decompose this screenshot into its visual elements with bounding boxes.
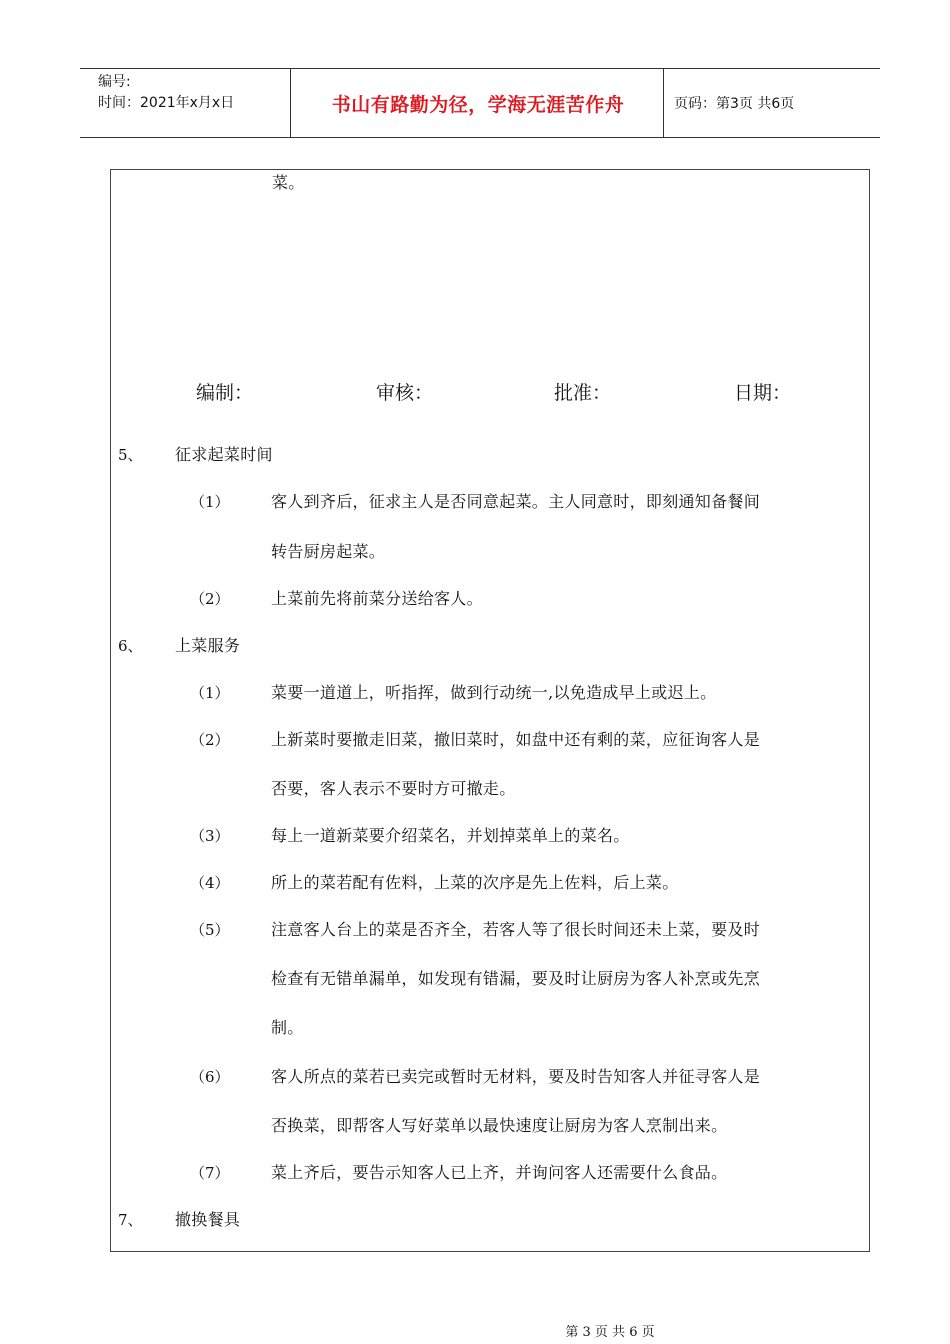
item-number: （1） xyxy=(190,684,230,702)
item-number: （2） xyxy=(190,590,230,608)
header-meta xyxy=(98,72,234,114)
serial-label: 编号: xyxy=(98,74,131,90)
time-label: 时间：2021年x月x日 xyxy=(98,95,235,111)
section-number: 7、 xyxy=(118,1211,143,1229)
header-divider xyxy=(290,69,291,137)
item-number: （4） xyxy=(190,874,230,892)
section-number: 5、 xyxy=(118,446,143,464)
item-text-line: 上新菜时要撤走旧菜，撤旧菜时，如盘中还有剩的菜，应征询客人是 xyxy=(271,730,761,749)
item-number: （5） xyxy=(190,921,230,939)
sign-approve: 批准： xyxy=(554,382,612,404)
sign-review: 审核： xyxy=(376,382,434,404)
header-page-number: 页码：第3页 共6页 xyxy=(674,96,795,112)
item-text-line: 检查有无错单漏单，如发现有错漏，要及时让厨房为客人补烹或先烹 xyxy=(271,969,761,988)
section-number: 6、 xyxy=(118,637,143,655)
item-number: （3） xyxy=(190,827,230,845)
item-text-line: 客人到齐后，征求主人是否同意起菜。主人同意时，即刻通知备餐间 xyxy=(271,492,761,511)
item-text-line: 菜上齐后，要告示知客人已上齐，并询问客人还需要什么食品。 xyxy=(271,1163,728,1182)
item-number: （7） xyxy=(190,1164,230,1182)
item-text-line: 客人所点的菜若已卖完或暂时无材料，要及时告知客人并征寻客人是 xyxy=(271,1067,761,1086)
section-title: 征求起菜时间 xyxy=(175,445,273,464)
item-text-line: 上菜前先将前菜分送给客人。 xyxy=(271,589,483,608)
item-text-line: 所上的菜若配有佐料，上菜的次序是先上佐料，后上菜。 xyxy=(271,873,679,892)
item-text-line: 转告厨房起菜。 xyxy=(271,542,386,561)
page-header xyxy=(80,68,880,138)
item-text-line: 制。 xyxy=(271,1018,304,1037)
page-footer: 第 3 页 共 6 页 xyxy=(565,1325,655,1340)
item-number: （1） xyxy=(190,493,230,511)
content-frame xyxy=(110,169,870,1252)
item-text-line: 菜要一道道上，听指挥，做到行动统一,以免造成早上或迟上。 xyxy=(271,683,717,702)
item-number: （2） xyxy=(190,731,230,749)
item-text-line: 否要，客人表示不要时方可撤走。 xyxy=(271,779,516,798)
item-text-line: 每上一道新菜要介绍菜名，并划掉菜单上的菜名。 xyxy=(271,826,630,845)
section-title: 上菜服务 xyxy=(175,636,241,655)
header-motto: 书山有路勤为径，学海无涯苦作舟 xyxy=(331,93,625,116)
carry-over-text: 菜。 xyxy=(272,173,305,192)
item-text-line: 注意客人台上的菜是否齐全，若客人等了很长时间还未上菜，要及时 xyxy=(271,920,761,939)
item-text-line: 否换菜，即帮客人写好菜单以最快速度让厨房为客人烹制出来。 xyxy=(271,1116,728,1135)
item-number: （6） xyxy=(190,1068,230,1086)
sign-compile: 编制： xyxy=(196,382,254,404)
section-title: 撤换餐具 xyxy=(175,1210,241,1229)
sign-date: 日期： xyxy=(734,382,792,404)
